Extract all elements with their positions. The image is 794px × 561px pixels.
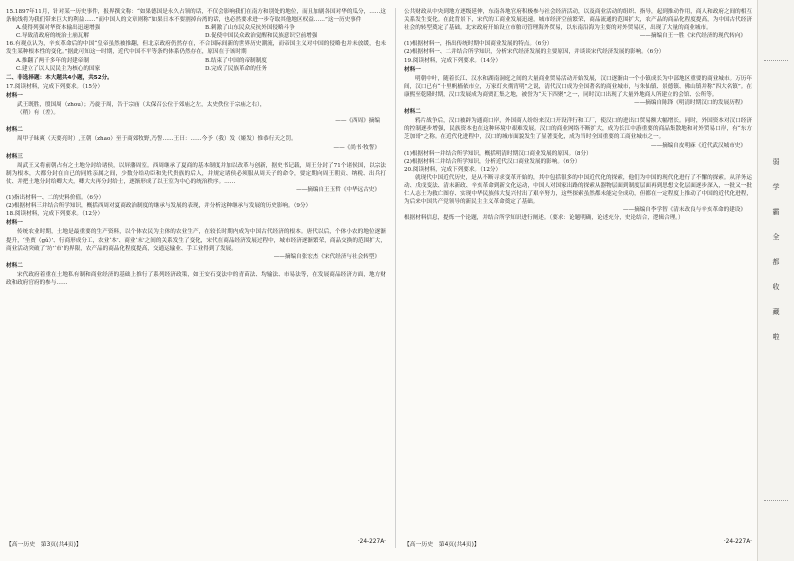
paragraph: 周甲子昧爽（天要亮时）,王朝（zhao）至于商郊牧野,乃誓……王曰：……今予（我）发（姬发）惟恭行天之罚。 bbox=[17, 136, 297, 143]
left-page-footer bbox=[6, 539, 386, 548]
paragraph: 传统农业时期，土地是最重要的生产资料，以个体农民为主体的农业生产，在较长时期内成为中国古代经济的根本。唐代以后，个体小农的地位逐渐提升，‘坐贾（gǔ）’、行商形成分工，农业‘本’、商业‘末’之间的关系发生了变化，宋代在商品经济发展过程中，城市经济逐渐繁荣，商品交换的范围扩大，商业活动突破了‘坊’‘市’的界限，农产品的商品化程度提高，交通运输业、手工业得到了发展。 bbox=[6, 229, 386, 252]
right-footer-right: ·24-227A· bbox=[723, 539, 752, 545]
material-heading: 材料一 bbox=[6, 220, 23, 227]
right-page-body bbox=[404, 8, 752, 222]
paragraph: 20.阅读材料，完成下列要求。（12分） bbox=[404, 166, 502, 173]
left-page bbox=[6, 8, 386, 548]
source-citation: ——摘编自李学智《清末改良与辛亥革命的建设》 bbox=[622, 207, 746, 214]
option-item: B.刺激了山东民众反抗外国侵略斗争 bbox=[205, 25, 295, 32]
paragraph: (2)根据材料三并结合所学知识，概括西周对夏商政治制度的继承与发展的表现，并分析这种继承与发展的历史影响。（9分） bbox=[6, 203, 312, 210]
sidebar-label: 弱学霸全都收藏啦 bbox=[772, 158, 780, 341]
source-citation: ——摘编自王一胜《宋代经济的现代转向》 bbox=[639, 33, 746, 40]
answer-sidebar bbox=[757, 0, 794, 561]
right-page bbox=[404, 8, 752, 548]
option-list bbox=[6, 57, 386, 73]
option-item: A.使得列强对华资本输出迅速增强 bbox=[16, 25, 101, 32]
page-divider bbox=[395, 8, 396, 548]
paragraph: 19.阅读材料，完成下列要求。（14分） bbox=[404, 57, 502, 64]
left-page-body bbox=[6, 8, 386, 287]
left-footer-right: ·24-227A· bbox=[357, 539, 386, 545]
source-citation: ——摘编自陈锋《明清时期汉口的发展历程》 bbox=[634, 100, 746, 107]
paragraph: 16.有观点认为，辛亥革命后的中国“皇帝虽然被推翻，但北京政府仍然存在，不合国际间新的世界历史潮流，而帝国主义对中国的侵略也并未放缓，也未发生某种根本性的变化。”据此可知这一时期，近代中国不平等条约体系仍然存在，原因在于该时期 bbox=[6, 41, 386, 56]
material-heading: 材料二 bbox=[404, 109, 421, 116]
material-heading: 材料一 bbox=[404, 66, 421, 73]
paragraph: 17.阅读材料，完成下列要求。（15分） bbox=[6, 83, 104, 90]
section-heading: 二、非选择题：本大题共4小题，共52分。 bbox=[6, 74, 113, 81]
option-item: D.完成了民族革命的任务 bbox=[205, 65, 268, 72]
paragraph: 鸦片战争后，汉口被辟为通商口岸，外国商人纷纷来汉口开设洋行和工厂，使汉口的进出口贸易额大幅增长。同时，外国资本对汉口经济的控制逐步增强，民族资本也在这种环境中艰难发展。汉口的商业网络不断扩大，成为长江中游重要的商品集散地和对外贸易口岸，有“东方芝加哥”之称。在近代化进程中，汉口的城市面貌发生了显著变化，成为当时全国重要的工商业城市之一。 bbox=[404, 118, 752, 141]
right-page-footer bbox=[404, 539, 752, 548]
sidebar-line bbox=[764, 60, 788, 61]
option-list bbox=[6, 24, 386, 40]
paragraph: (1)指出材料一、二的史料价值。（6分） bbox=[6, 195, 105, 202]
option-item: A.推翻了两千多年的封建帝制 bbox=[16, 57, 89, 64]
paragraph: 18.阅读材料，完成下列要求。（12分） bbox=[6, 211, 104, 218]
sidebar-line bbox=[764, 500, 788, 501]
option-item: C.建立了以人民民主为核心的国家 bbox=[16, 65, 101, 72]
paragraph: 就现代中国近代历史，是从不断寻求变革开始的，其中包括很多的中国近代化的探索，他们为中国的现代化进行了不懈的探索。从洋务运动、戊戌变法、清末新政、辛亥革命到新文化运动，中国人对国家出路的探索从器物层面到制度层面再到思想文化层面逐步深入，一批又一批仁人志士为救亡图存、实现中华民族伟大复兴付出了艰辛努力，这些探索虽然都未能完全成功，但都在一定程度上推动了中国的近代化进程，为后来中国共产党领导的新民主主义革命奠定了基础。 bbox=[404, 174, 752, 206]
paragraph: (1)根据材料一，指出传统时期中国商业发展的特点。（6分） bbox=[404, 41, 553, 48]
option-item: D.促使中国民众政治觉醒和民族意识空前增强 bbox=[205, 33, 318, 40]
left-footer-left: 【高一历史 第3页(共4页)】 bbox=[6, 542, 82, 548]
material-heading: 材料三 bbox=[6, 153, 23, 160]
paragraph: 周武王又将前朝占有之土地分封给诸侯，以屏藩周室。西周继承了夏商的基本制度并加以改革与创新，据史书记载，周王分封了71个诸侯国，以宗法制为根本，大都分封在自已的同姓亲属之间，少数分给功臣和先代贵族的后人，并规定诸侯必须服从周天子的命令，要定期向周王朝贡、纳税、出兵打仗、并把土地分封给卿大夫，卿大夫再分封给士，逐渐形成了以王室为中心的统治秩序。…… bbox=[6, 162, 386, 185]
source-citation: ——摘编自张宏杰《宋代经济与社会转型》 bbox=[273, 253, 380, 260]
paragraph: （稍）有（差）。 bbox=[17, 110, 59, 117]
material-heading: 材料二 bbox=[6, 127, 23, 134]
paragraph: 公共财政从中央到地方逐级延伸，东南各地官府积极参与社会经济活动，以及商业活动的组织、指导，起到推动作用，商人和政府之间的相互关系发生变化。在此背景下，宋代的工商业发展迅速，城市经济空前繁荣，商品流通的范围扩大，农产品的商品化程度提高，为中国古代经济社会的转型奠定了基础。北宋政府开始设立市舶司管理海外贸易，以东南沿海为主要的对外贸易区，出现了大量的商业城市。 bbox=[404, 9, 752, 32]
source-citation: ——摘编自皮明庥《近代武汉城市史》 bbox=[650, 142, 746, 149]
option-item: B.结束了中国的帝制制度 bbox=[205, 57, 267, 64]
paragraph: (2)根据材料二并结合所学知识，分析近代汉口商业发展的影响。（6分） bbox=[404, 158, 581, 165]
paragraph: 武王既胜，殷国周（zhou）；乃旋于周，告于宗庙（太保召公位于郊庙之左，太史佚位于宗庙之右）， bbox=[17, 102, 266, 109]
paragraph: (2)根据材料一、二并结合所学知识，分析宋代经济发展的主要原因，并谈谈宋代经济发展的影响。（6分） bbox=[404, 49, 665, 56]
paragraph: 明朝中叶，随着长江、汉水和湖南洞庭之间的大量商业贸易活动开始发展，汉口逐渐由一个小镇成长为中部地区重要的商业城市。万历年间，汉口已有“十里帆樯依市立，万家灯火彻宵明”之说，清代汉口成为全国著名的商业城市，与朱仙镇、景德镇、佛山镇并称“四大名镇”。在康熙至乾隆时期，汉口发展成为商贾汇集之地，被誉为“天下四聚”之一，同时汉口出现了大量外地商人所建立的会馆、公所等。 bbox=[404, 75, 752, 98]
source-citation: ——《西周》摘编 bbox=[335, 118, 380, 125]
option-item: C.导致清政府的统治土崩瓦解 bbox=[16, 33, 89, 40]
source-citation: ——《尚书·牧誓》 bbox=[333, 144, 380, 151]
material-heading: 材料一 bbox=[6, 92, 23, 99]
paragraph: 根据材料信息，提炼一个论题，并结合所学知识进行阐述。（要求：论题明确，论述充分，史论结合，逻辑合理。） bbox=[404, 215, 684, 222]
paragraph: 15.1897年11月，针对某一历史事件，报界撰文称：“如果德国是永久占领的话，不仅会影响我们在南方和别处的地位，而且加剧各国对华的瓜分，……这条航线将为我们带来巨大的利益……”而中国人的文章则称“如果日本不要割掉台湾的话，也必然要求进一步夺取其他地区权益……”这一历史事件 bbox=[6, 9, 386, 24]
source-citation: ——摘编自王玉哲《中华远古史》 bbox=[296, 186, 380, 193]
material-heading: 材料二 bbox=[6, 262, 23, 269]
paragraph: 宋代政府着重在土地私有制和商业经济的基础上推行了系列经济政策，如王安石变法中的青苗法、均输法、市易法等，在发展商品经济方面，地方财政和政府官府的参与…… bbox=[6, 271, 386, 286]
paragraph: (1)根据材料一并结合所学知识，概括明清时期汉口商业发展的原因。（8分） bbox=[404, 150, 592, 157]
right-footer-left: 【高一历史 第4页(共4页)】 bbox=[404, 542, 480, 548]
